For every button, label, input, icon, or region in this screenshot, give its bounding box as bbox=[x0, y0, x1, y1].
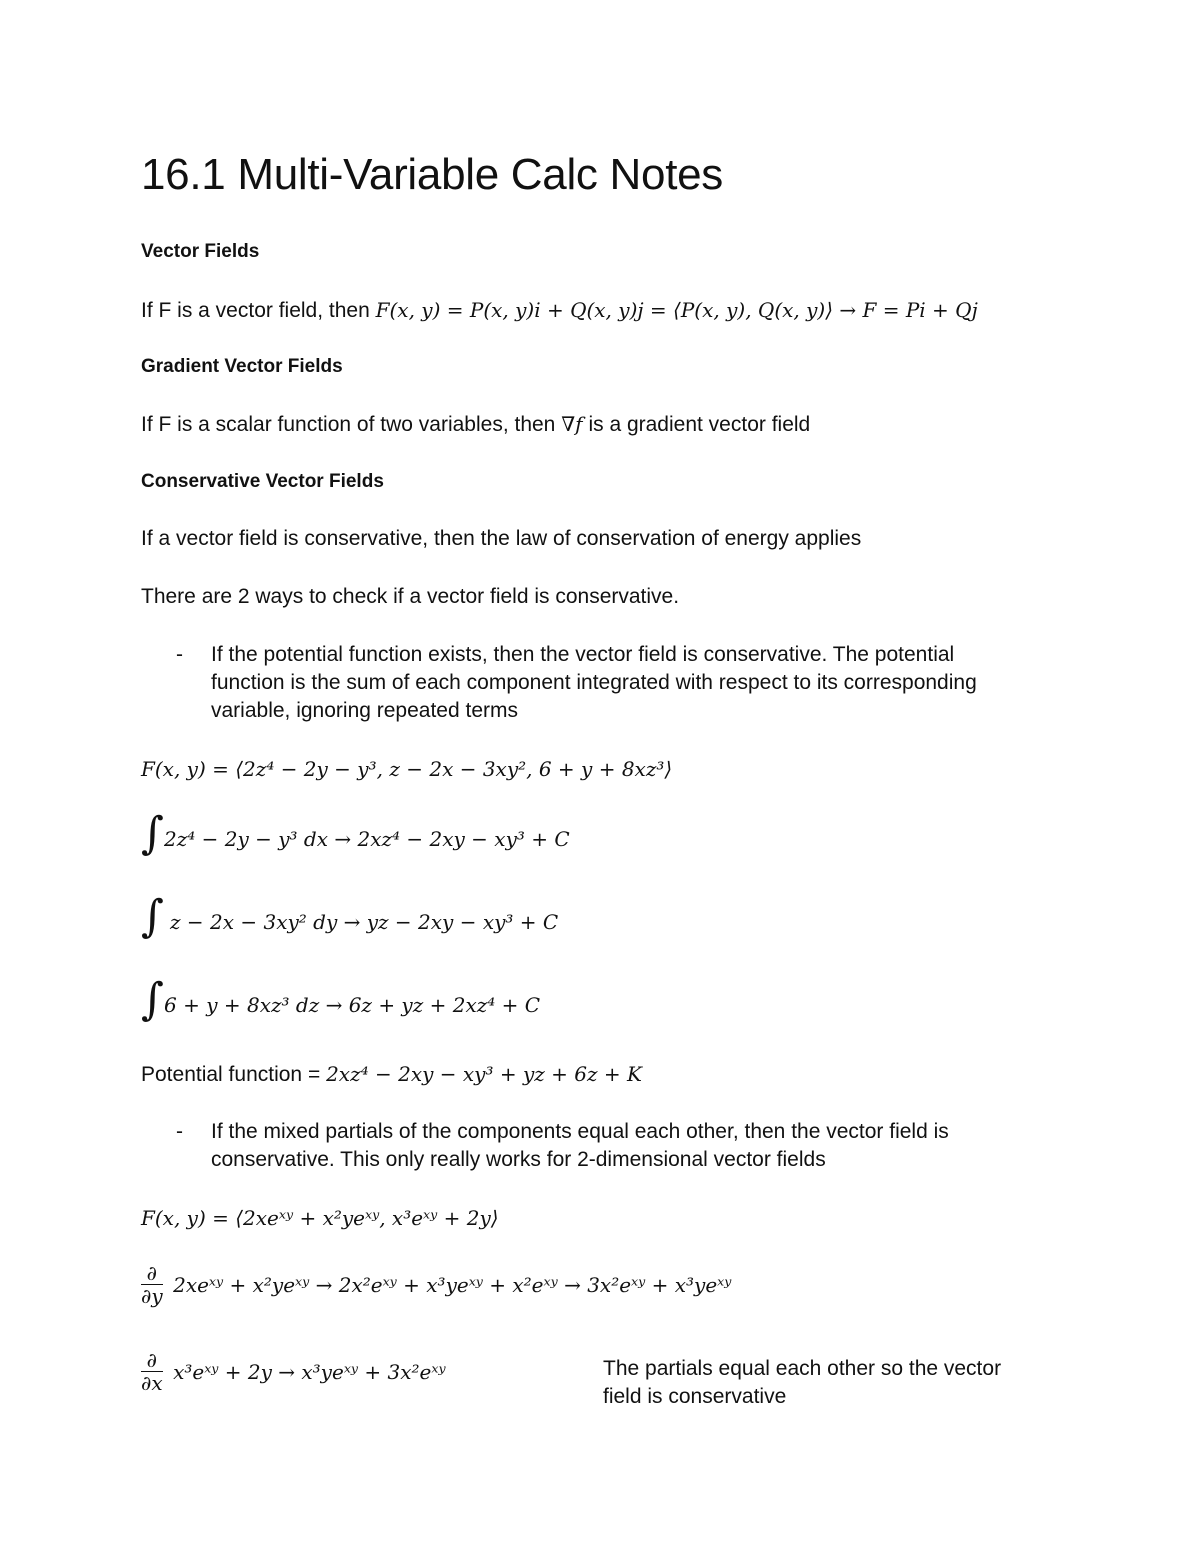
gradient-definition bbox=[141, 412, 810, 437]
integral-sign-2: ∫ bbox=[141, 891, 164, 942]
partial-x-expression: x³eˣʸ + 2y → x³yeˣʸ + 3x²eˣʸ bbox=[173, 1359, 446, 1384]
potential-label: Potential function = bbox=[141, 1063, 321, 1086]
bullet1-line-3: variable, ignoring repeated terms bbox=[211, 699, 519, 722]
integral-sign-1: ∫ bbox=[141, 808, 164, 859]
bullet1-line-2: function is the sum of each component integrated with respect to its corresponding bbox=[211, 671, 977, 694]
partial-y-expression: 2xeˣʸ + x²yeˣʸ → 2x²eˣʸ + x³yeˣʸ + x²eˣʸ → 3x²eˣʸ + x³yeˣʸ bbox=[173, 1272, 732, 1297]
equation-field-2d: F(x, y) = ⟨2xeˣʸ + x²yeˣʸ, x³eˣʸ + 2y⟩ bbox=[141, 1206, 499, 1230]
vector-field-definition bbox=[141, 298, 978, 323]
conservative-line-1: If a vector field is conservative, then the law of conservation of energy applies bbox=[141, 527, 862, 550]
partial-x-fraction bbox=[141, 1349, 163, 1394]
heading-conservative-vector-fields: Conservative Vector Fields bbox=[141, 471, 384, 492]
integral-dz: 6 + y + 8xz³ dz → 6z + yz + 2xz⁴ + C bbox=[164, 993, 541, 1017]
partial-x-denominator: ∂x bbox=[141, 1371, 163, 1395]
partial-y-denominator: ∂y bbox=[141, 1284, 163, 1308]
page-title: 16.1 Multi-Variable Calc Notes bbox=[141, 150, 723, 199]
integral-sign-3: ∫ bbox=[141, 974, 164, 1025]
conservative-line-2: There are 2 ways to check if a vector field is conservative. bbox=[141, 585, 680, 608]
vector-field-intro: If F is a vector field, then bbox=[141, 299, 370, 322]
potential-expression: 2xz⁴ − 2xy − xy³ + yz + 6z + K bbox=[326, 1062, 642, 1086]
conclusion-line-1: The partials equal each other so the vector bbox=[603, 1357, 1002, 1380]
bullet-dash-1: - bbox=[176, 643, 183, 666]
partial-y-row bbox=[141, 1262, 731, 1307]
heading-gradient-vector-fields: Gradient Vector Fields bbox=[141, 356, 343, 377]
conclusion-line-2: field is conservative bbox=[603, 1385, 787, 1408]
integral-dx: 2z⁴ − 2y − y³ dx → 2xz⁴ − 2xy − xy³ + C bbox=[164, 827, 570, 851]
gradient-text-b: is a gradient vector field bbox=[588, 413, 811, 436]
partial-y-numerator: ∂ bbox=[141, 1262, 163, 1285]
bullet-dash-2: - bbox=[176, 1120, 183, 1143]
heading-vector-fields: Vector Fields bbox=[141, 241, 260, 262]
bullet2-line-1: If the mixed partials of the components equal each other, then the vector field is bbox=[211, 1120, 949, 1143]
partial-x-row bbox=[141, 1349, 446, 1394]
bullet2-line-2: conservative. This only really works for 2-dimensional vector fields bbox=[211, 1148, 826, 1171]
bullet1-line-1: If the potential function exists, then the vector field is conservative. The potential bbox=[211, 643, 955, 666]
potential-function-line bbox=[141, 1062, 642, 1087]
partial-x-numerator: ∂ bbox=[141, 1349, 163, 1372]
partial-y-fraction bbox=[141, 1262, 163, 1307]
equation-field-3d: F(x, y) = ⟨2z⁴ − 2y − y³, z − 2x − 3xy², 6 + y + 8xz³⟩ bbox=[141, 757, 673, 781]
vector-field-formula: F(x, y) = P(x, y)i + Q(x, y)j = ⟨P(x, y), Q(x, y)⟩ → F = Pi + Qj bbox=[375, 298, 978, 322]
gradient-text-a: If F is a scalar function of two variables, then bbox=[141, 413, 556, 436]
integral-dy: z − 2x − 3xy² dy → yz − 2xy − xy³ + C bbox=[170, 910, 559, 934]
gradient-symbol: ∇f bbox=[561, 412, 583, 436]
